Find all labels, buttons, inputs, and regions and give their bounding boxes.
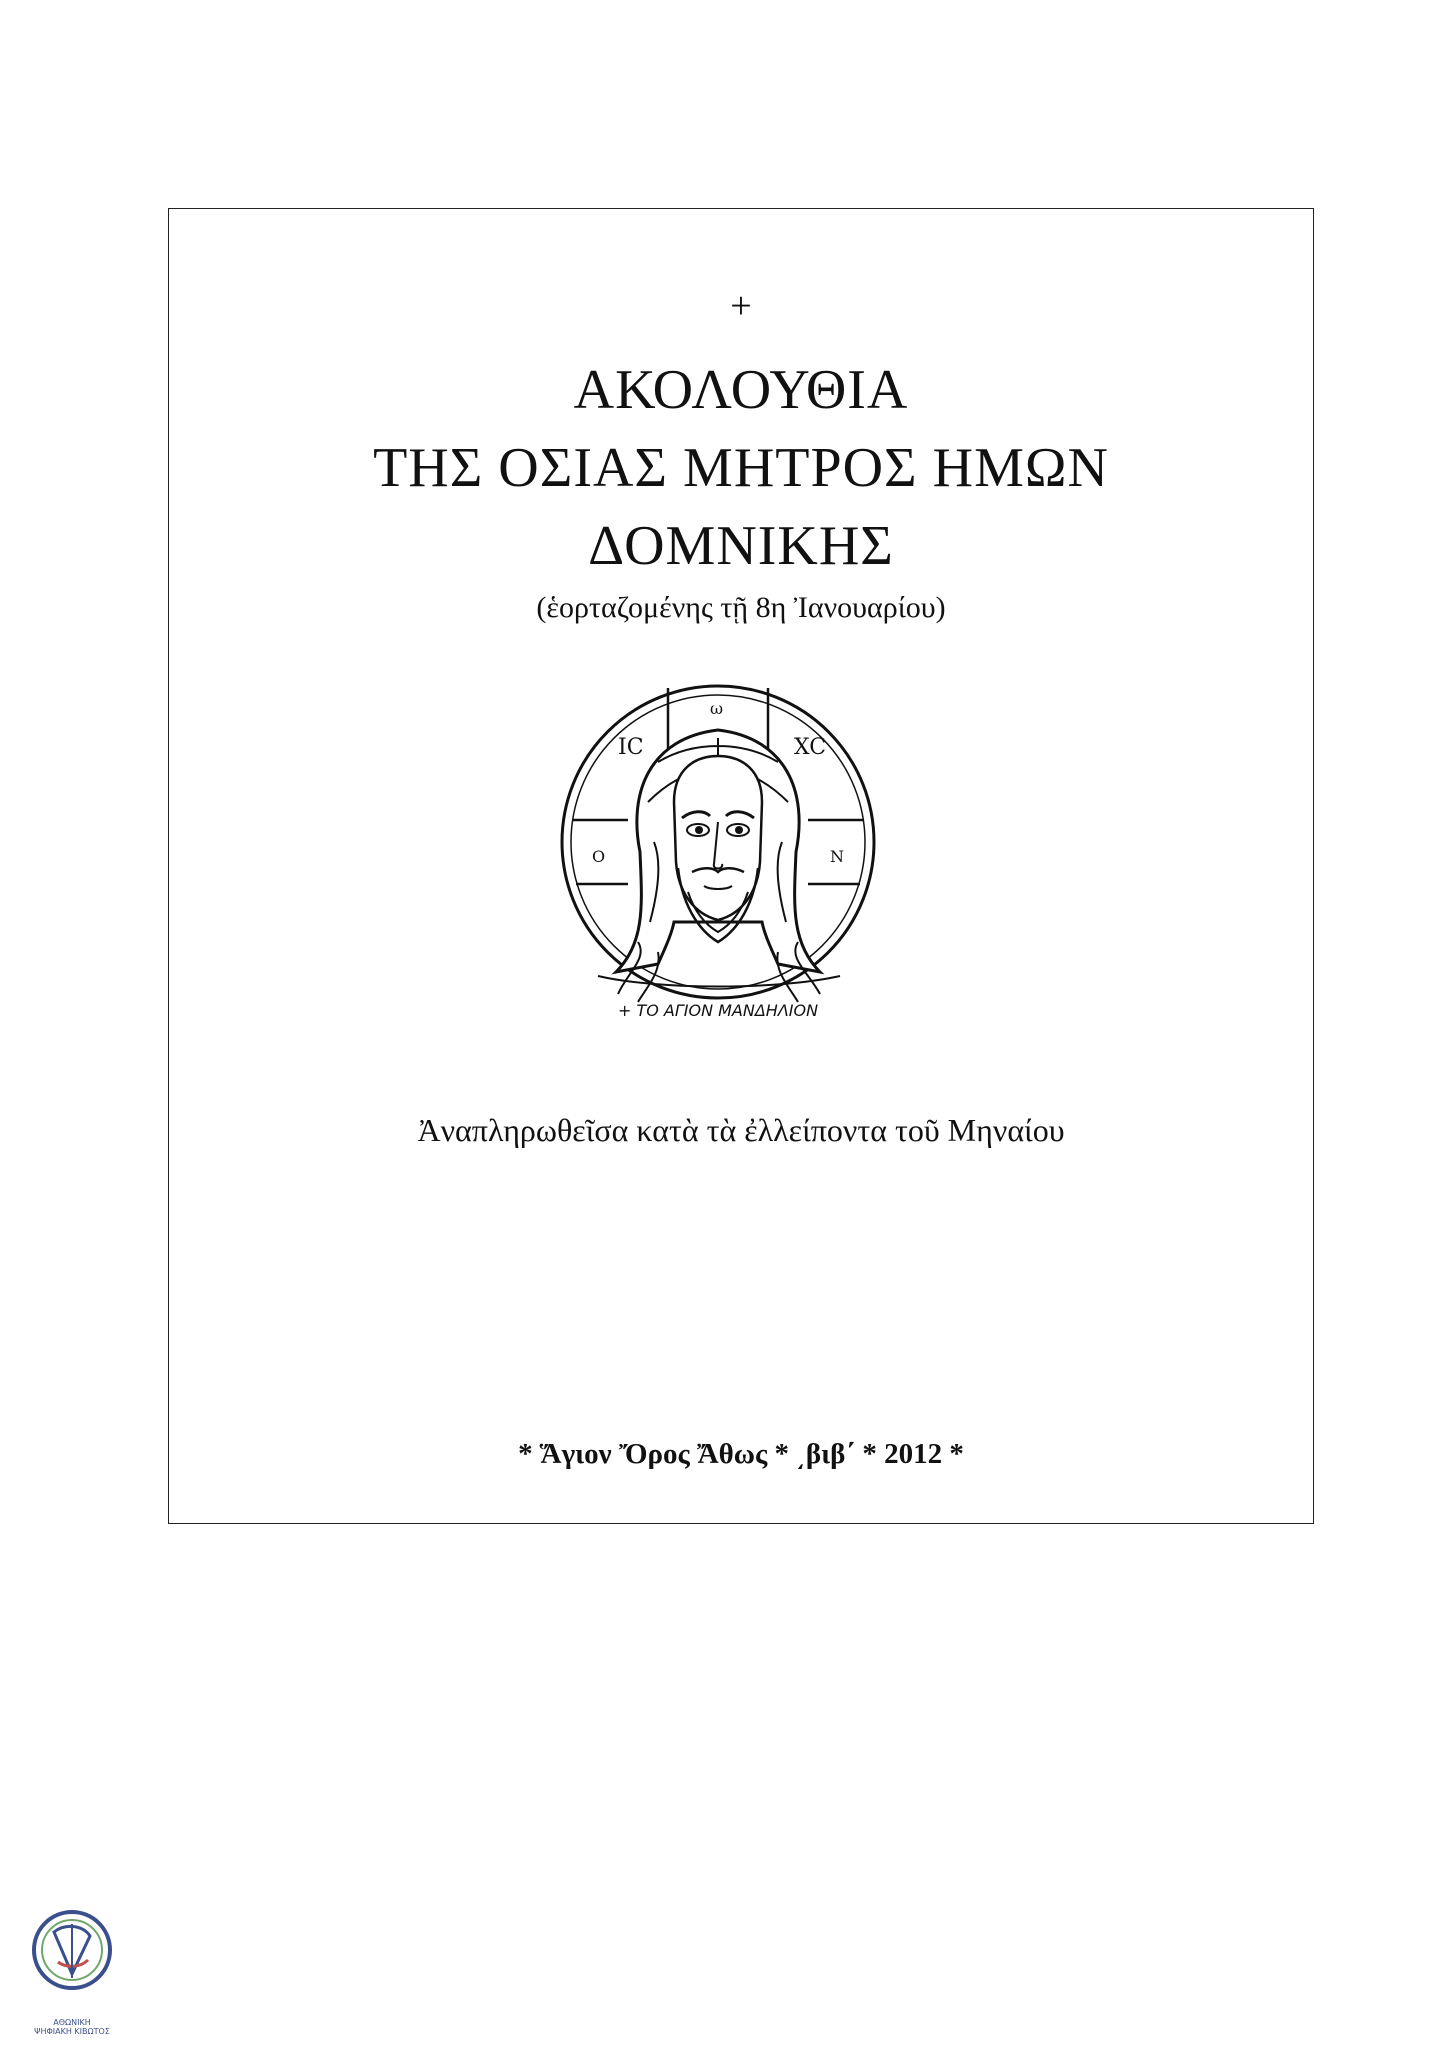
- logo-caption: [22, 2018, 122, 2036]
- feast-date-note: (ἑορταζομένης τῇ 8η Ἰανουαρίου): [536, 591, 946, 624]
- cross-symbol: +: [730, 285, 752, 327]
- inscription-ic: IC: [618, 735, 644, 760]
- library-logo-icon: [24, 1902, 120, 2022]
- inscription-xc: XC: [794, 735, 827, 760]
- logo-caption-line-1: ΑΘΩΝΙΚΗ: [53, 2018, 91, 2027]
- title-line-2: ΤΗΣ ΟΣΙΑΣ ΜΗΤΡΟΣ ΗΜΩΝ: [373, 437, 1109, 499]
- mandylion-caption: + ΤΟ ΑΓΙΟΝ ΜΑΝΔΗΛΙΟΝ: [617, 1001, 819, 1020]
- holy-mandylion-icon: [558, 642, 878, 1058]
- logo-caption-line-2: ΨΗΦΙΑΚΗ ΚΙΒΩΤΟΣ: [34, 2027, 110, 2036]
- title-line-1: ΑΚΟΛΟΥΘΙΑ: [573, 359, 909, 421]
- title-line-3: ΔΟΜΝΙΚΗΣ: [588, 515, 894, 577]
- footer-imprint: * Ἅγιον Ὄρος Ἄθως * ͵βιβ΄ * 2012 *: [518, 1438, 964, 1470]
- inscription-omega: ω: [710, 699, 724, 718]
- subtitle: Ἀναπληρωθεῖσα κατὰ τὰ ἐλλείποντα τοῦ Μηναίου: [417, 1112, 1065, 1148]
- inscription-n: Ν: [830, 847, 844, 866]
- inscription-o: Ο: [592, 847, 606, 866]
